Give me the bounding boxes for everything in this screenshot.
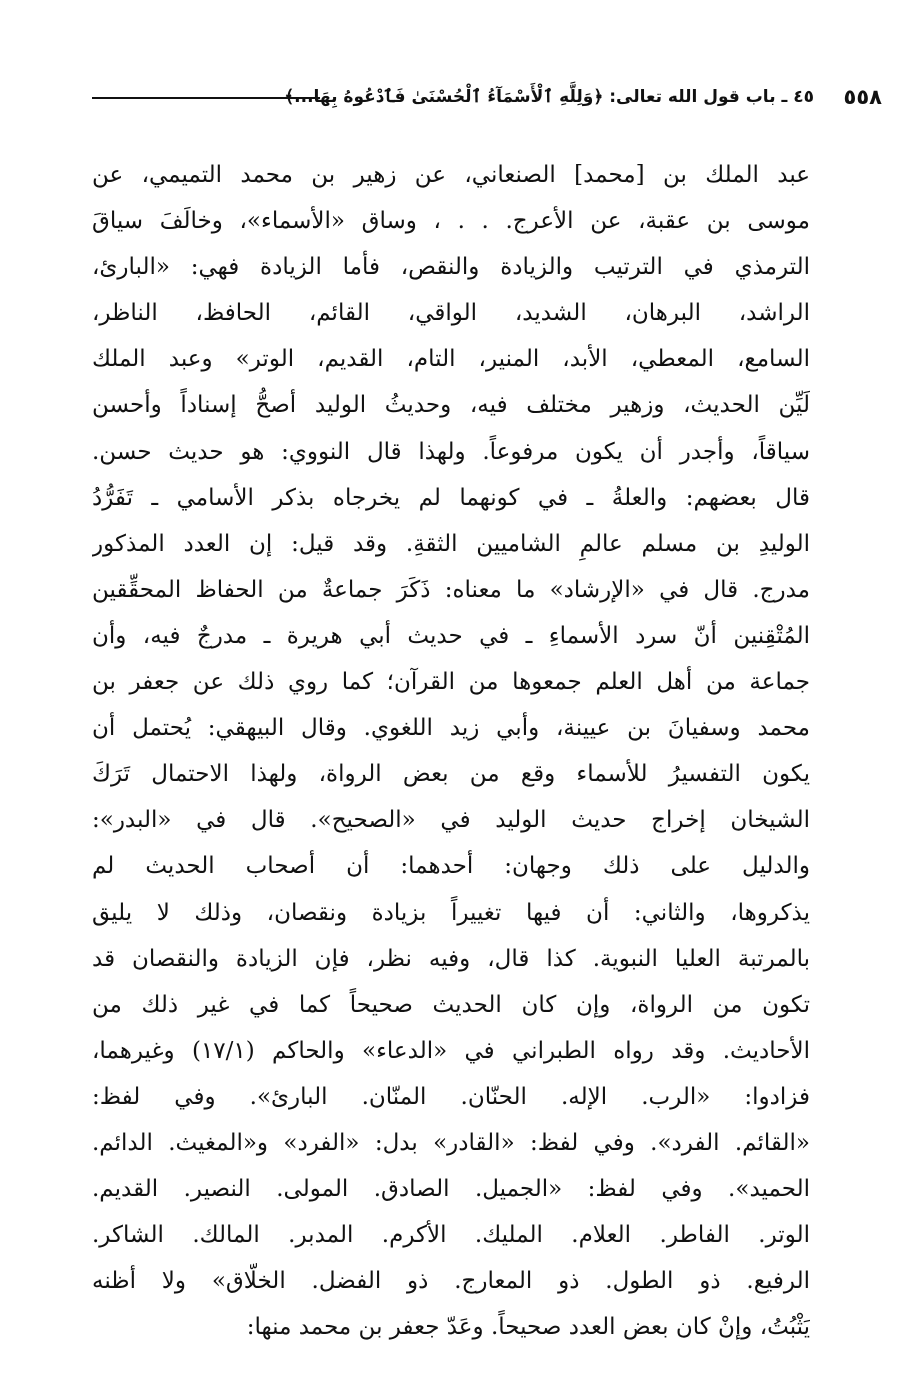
text-line: الحميد». وفي لفظ: «الجميل. الصادق. المولى. النصير. القديم. <box>92 1176 810 1203</box>
text-line: جماعة من أهل العلم جمعوها من القرآن؛ كما روي ذلك عن جعفر بن <box>92 669 810 696</box>
text-line: لَيِّن الحديث، وزهير مختلف فيه، وحديثُ الوليد أصحُّ إسناداً وأحسن <box>92 392 810 419</box>
text-line: المُتْقِنين أنّ سرد الأسماءِ ـ في حديث أبي هريرة ـ مدرجٌ فيه، وأن <box>92 622 810 649</box>
text-line: بالمرتبة العليا النبوية. كذا قال، وفيه نظر، فإن الزيادة والنقصان قد <box>92 945 810 972</box>
text-line: الرفيع. ذو الطول. ذو المعارج. ذو الفضل. الخلّاق» ولا أظنه <box>92 1268 810 1295</box>
text-line: سياقاً، وأجدر أن يكون مرفوعاً. ولهذا قال النووي: هو حديث حسن. <box>92 438 810 465</box>
page-number: ٥٥٨ <box>843 85 882 109</box>
text-line: تكون من الرواة، وإن كان الحديث صحيحاً كما في غير ذلك من <box>92 991 810 1018</box>
text-line: الوتر. الفاطر. العلام. المليك. الأكرم. المدبر. المالك. الشاكر. <box>92 1222 810 1249</box>
text-line: عبد الملك بن [محمد] الصنعاني، عن زهير بن محمد التميمي، عن <box>92 162 810 188</box>
text-line: يَثْبُتُ، وإنْ كان بعض العدد صحيحاً. وعَدّ جعفر بن محمد منها: <box>246 1314 810 1341</box>
text-line: الترمذي في الترتيب والزيادة والنقص، فأما الزيادة فهي: «البارئ، <box>92 254 810 281</box>
text-line: موسى بن عقبة، عن الأعرج. . . ، وساق «الأسماء»، وخالَفَ سياقَ <box>92 208 810 235</box>
header-rule <box>92 97 320 99</box>
running-title: ٤٥ ـ باب قول الله تعالى: ﴿وَلِلَّهِ ٱلْأَسْمَآءُ ٱلْحُسْنَىٰ فَٱدْعُوهُ بِهَا...﴾ <box>284 87 814 107</box>
text-line: محمد وسفيانَ بن عيينة، وأبي زيد اللغوي. وقال البيهقي: يُحتمل أن <box>92 715 810 742</box>
text-line: الشيخان إخراج حديث الوليد في «الصحيح». قال في «البدر»: <box>92 807 810 834</box>
text-line: مدرج. قال في «الإرشاد» ما معناه: ذَكَرَ جماعةٌ من الحفاظ المحقِّقين <box>92 576 810 603</box>
text-line: الأحاديث. وقد رواه الطبراني في «الدعاء» والحاكم (١٧/١) وغيرهما، <box>92 1037 810 1064</box>
page-header <box>92 82 882 116</box>
text-line: فزادوا: «الرب. الإله. الحنّان. المنّان. البارئ». وفي لفظ: <box>92 1083 810 1110</box>
text-line: والدليل على ذلك وجهان: أحدهما: أن أصحاب الحديث لم <box>92 853 810 880</box>
text-line: السامع، المعطي، الأبد، المنير، التام، القديم، الوتر» وعبد الملك <box>92 346 810 373</box>
body-text <box>92 152 810 1350</box>
text-line: الراشد، البرهان، الشديد، الواقي، القائم، الحافظ، الناظر، <box>92 300 810 327</box>
text-line: يكون التفسيرُ للأسماء وقع من بعض الرواة، ولهذا الاحتمال تَرَكَ <box>92 761 810 788</box>
text-line: الوليدِ بن مسلم عالمِ الشاميين الثقةِ. وقد قيل: إن العدد المذكور <box>92 530 810 557</box>
text-line: يذكروها، والثاني: أن فيها تغييراً بزيادة ونقصان، وذلك لا يليق <box>92 899 810 926</box>
text-line: قال بعضهم: والعلةُ ـ في كونهما لم يخرجاه بذكر الأسامي ـ تَفَرُّدُ <box>92 484 810 511</box>
text-line: «القائم. الفرد». وفي لفظ: «القادر» بدل: «الفرد» و«المغيث. الدائم. <box>92 1129 810 1156</box>
